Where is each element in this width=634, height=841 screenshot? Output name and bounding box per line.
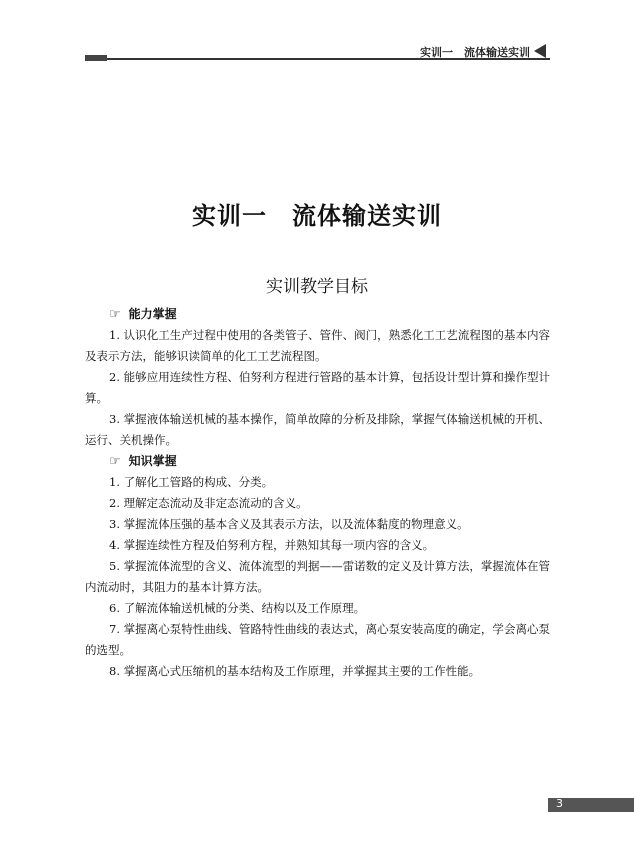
running-header bbox=[85, 44, 550, 62]
page-number: 3 bbox=[556, 797, 563, 810]
objectives-content bbox=[85, 304, 550, 682]
list-item: 1. 认识化工生产过程中使用的各类管子、管件、阀门，熟悉化工工艺流程图的基本内容及表示方法，能够识读简单的化工工艺流程图。 bbox=[85, 328, 550, 363]
pointing-hand-icon: ☞ bbox=[109, 307, 121, 322]
subheading-knowledge-label: 知识掌握 bbox=[128, 454, 177, 468]
subheading-knowledge bbox=[109, 451, 550, 472]
list-item: 8. 掌握离心式压缩机的基本结构及工作原理，并掌握其主要的工作性能。 bbox=[109, 664, 481, 678]
list-item: 1. 了解化工管路的构成、分类。 bbox=[109, 475, 274, 489]
running-title: 实训一 流体输送实训 bbox=[420, 46, 530, 59]
list-item: 5. 掌握流体流型的含义、流体流型的判据——雷诺数的定义及计算方法，掌握流体在管内流动时，其阻力的基本计算方法。 bbox=[85, 559, 550, 594]
page-number-tab bbox=[548, 798, 634, 812]
list-item: 4. 掌握连续性方程及伯努利方程，并熟知其每一项内容的含义。 bbox=[109, 538, 435, 552]
list-item: 2. 能够应用连续性方程、伯努利方程进行管路的基本计算，包括设计型计算和操作型计算。 bbox=[85, 370, 550, 405]
chapter-title: 实训一 流体输送实训 bbox=[192, 201, 442, 230]
list-item: 3. 掌握流体压强的基本含义及其表示方法，以及流体黏度的物理意义。 bbox=[109, 517, 469, 531]
subheading-ability-label: 能力掌握 bbox=[128, 307, 177, 321]
list-item: 2. 理解定态流动及非定态流动的含义。 bbox=[109, 496, 308, 510]
list-item: 7. 掌握离心泵特性曲线、管路特性曲线的表达式，离心泵安装高度的确定，学会离心泵的选型。 bbox=[85, 622, 550, 657]
list-item: 3. 掌握液体输送机械的基本操作，简单故障的分析及排除，掌握气体输送机械的开机、运行、关机操作。 bbox=[85, 412, 550, 447]
list-item: 6. 了解流体输送机械的分类、结构以及工作原理。 bbox=[109, 601, 366, 615]
pointing-hand-icon: ☞ bbox=[109, 454, 121, 469]
section-title: 实训教学目标 bbox=[266, 277, 368, 297]
header-marker-block bbox=[85, 55, 107, 61]
subheading-ability bbox=[109, 304, 550, 325]
left-triangle-icon bbox=[534, 44, 546, 58]
